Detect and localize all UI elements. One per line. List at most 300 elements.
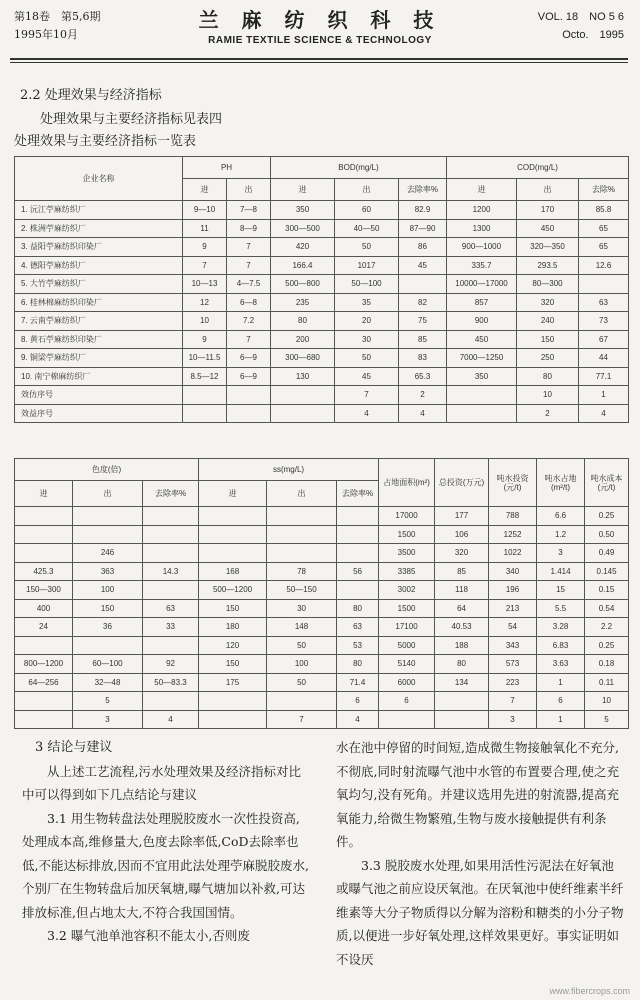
page-header [0,0,640,66]
col-header-ph: PH [183,157,271,179]
table-row [15,599,629,618]
table-cell: 240 [517,312,579,331]
table-row [15,544,629,563]
col-header-bod-out: 出 [335,179,399,201]
economics-table [14,458,629,729]
table-row [15,507,629,526]
table-cell: 1252 [489,525,537,544]
table-cell [337,507,379,526]
header-rule [10,58,628,63]
journal-title-cn: 兰 麻 纺 织 科 技 [198,8,442,32]
table-cell: 65 [579,238,629,257]
table-row [15,386,629,405]
table-cell: 17000 [379,507,435,526]
table-cell: 1. 沅江苧麻纺织厂 [15,201,183,220]
col-header-opcost: 吨水成本(元/t) [585,459,629,507]
table-cell: 118 [435,581,489,600]
conclusion-paragraph: 3.3 脱胶废水处理,如果用活性污泥法在好氧池或曝气池之前应设厌氧池。在厌氧池中使纤维素半纤维素等大分子物质得以分解为溶粉和糖类的小分子物质,以便进一步好氧处理,这样效果更好。事实证明如不设厌 [336,857,624,967]
col-header-cod-rate: 去除% [579,179,629,201]
table-cell: 900—1000 [447,238,517,257]
table-cell: 134 [435,673,489,692]
table-cell: 30 [335,330,399,349]
table-cell: 8—9 [227,219,271,238]
section-intro: 处理效果与主要经济指标见表四 [40,112,223,127]
table-cell: 40—50 [335,219,399,238]
table-cell: 效仿序号 [15,386,183,405]
table-cell: 6—9 [227,367,271,386]
table-cell: 343 [489,636,537,655]
table-cell: 80 [517,367,579,386]
table-cell [143,507,199,526]
table-cell: 1300 [447,219,517,238]
table-cell: 44 [579,349,629,368]
table-row [15,710,629,729]
table-cell: 106 [435,525,489,544]
table-cell: 33 [143,618,199,637]
table-cell: 0.145 [585,562,629,581]
table-cell: 300—680 [271,349,335,368]
table-cell [199,710,267,729]
section-heading: 2.2 处理效果与经济指标 [20,88,162,103]
table-cell [15,636,73,655]
table-cell: 1500 [379,599,435,618]
table-cell: 170 [517,201,579,220]
table-cell [379,710,435,729]
table-cell: 86 [399,238,447,257]
table-row [15,636,629,655]
date-en: Octo. 1995 [562,29,624,41]
table-cell: 50 [335,238,399,257]
table-cell: 45 [399,256,447,275]
table-cell: 6000 [379,673,435,692]
table-cell: 83 [399,349,447,368]
table-cell [143,692,199,711]
col-header-name: 企业名称 [15,157,183,201]
col-header-cod: COD(mg/L) [447,157,629,179]
col-header-ph-in: 进 [183,179,227,201]
table-cell: 45 [335,367,399,386]
table-cell: 30 [267,599,337,618]
table-cell: 3.28 [537,618,585,637]
table-cell: 1017 [335,256,399,275]
table-cell: 24 [15,618,73,637]
table-cell [73,525,143,544]
table-cell: 80—300 [517,275,579,294]
table-cell [267,692,337,711]
table-cell: 6. 桂林棉麻纺织印染厂 [15,293,183,312]
table-row [15,349,629,368]
table-cell: 130 [271,367,335,386]
table-cell: 1500 [379,525,435,544]
table-cell: 80 [337,655,379,674]
volume-issue-cn: 第18卷 第5,6期 [14,10,101,23]
table-cell: 60—100 [73,655,143,674]
table-cell: 9 [183,238,227,257]
col-header-cost: 吨水投资(元/t) [489,459,537,507]
table-cell: 63 [579,293,629,312]
col-header-invest: 总投资(万元) [435,459,489,507]
table-cell [143,636,199,655]
table-cell: 213 [489,599,537,618]
table-cell: 4 [337,710,379,729]
table-cell [579,275,629,294]
table-cell: 425.3 [15,562,73,581]
table-cell: 420 [271,238,335,257]
table-cell [143,581,199,600]
table-cell: 64 [435,599,489,618]
table-cell [143,544,199,563]
table-cell: 450 [447,330,517,349]
table-cell: 1 [537,673,585,692]
table-cell: 9—10 [183,201,227,220]
table-cell: 7 [489,692,537,711]
table-cell: 效益序号 [15,404,183,423]
table-cell [271,404,335,423]
table-cell: 80 [271,312,335,331]
table-cell: 200 [271,330,335,349]
table-cell: 20 [335,312,399,331]
col-header-bod-in: 进 [271,179,335,201]
conclusion-paragraph: 水在池中停留的时间短,造成微生物接触氧化不充分,不彻底,同时射流曝气池中水管的布置要合理,使之充氧均匀,没有死角。并建议选用先进的射流器,提高充氧能力,给微生物繁殖,生物与废水接触提供有利条件。 [336,740,619,849]
table-row [15,404,629,423]
table-cell: 67 [579,330,629,349]
col-header-ss-rate: 去除率% [337,481,379,507]
table-cell: 8. 黄石苧麻纺织印染厂 [15,330,183,349]
table-cell: 175 [199,673,267,692]
table-cell: 223 [489,673,537,692]
table-cell: 65 [579,219,629,238]
table-cell: 188 [435,636,489,655]
table-cell [267,525,337,544]
table-cell: 300—500 [271,219,335,238]
table-cell: 6 [537,692,585,711]
table-cell: 335.7 [447,256,517,275]
table-row [15,219,629,238]
table-cell: 7.2 [227,312,271,331]
table-cell: 0.50 [585,525,629,544]
table-cell: 8.5—12 [183,367,227,386]
table-cell: 50 [335,349,399,368]
header-right [538,8,624,44]
table-cell: 363 [73,562,143,581]
table-cell: 5 [73,692,143,711]
col-header-land: 吨水占地(m²/t) [537,459,585,507]
table-cell: 0.15 [585,581,629,600]
table-cell: 92 [143,655,199,674]
table-cell: 80 [435,655,489,674]
table-cell: 10—11.5 [183,349,227,368]
journal-title [170,4,470,46]
col-header-ss-in: 进 [199,481,267,507]
table-cell: 1.2 [537,525,585,544]
col-header-cod-out: 出 [517,179,579,201]
table-cell: 500—1200 [199,581,267,600]
table-cell [337,581,379,600]
table-cell [15,710,73,729]
table-cell: 320 [517,293,579,312]
table-cell: 3.63 [537,655,585,674]
table-cell: 2 [399,386,447,405]
col-header-ss-out: 出 [267,481,337,507]
table-cell: 50 [267,636,337,655]
table-cell: 5. 大竹苧麻纺织厂 [15,275,183,294]
table-cell [73,636,143,655]
table-cell: 235 [271,293,335,312]
table-row [15,655,629,674]
date-cn: 1995年10月 [14,28,78,41]
table-cell: 12 [183,293,227,312]
table-cell: 73 [579,312,629,331]
table-cell: 7000—1250 [447,349,517,368]
table-cell: 0.25 [585,636,629,655]
table-cell [15,525,73,544]
table-cell: 450 [517,219,579,238]
table-row [15,312,629,331]
table-cell: 6.6 [537,507,585,526]
table-cell: 573 [489,655,537,674]
conclusion-right-column [336,736,626,971]
table-cell: 100 [267,655,337,674]
table-cell: 177 [435,507,489,526]
table-cell: 0.25 [585,507,629,526]
table-cell: 150—300 [15,581,73,600]
col-header-color-in: 进 [15,481,73,507]
table-cell [337,544,379,563]
table-cell [183,404,227,423]
table-cell: 71.4 [337,673,379,692]
table-cell: 3002 [379,581,435,600]
col-header-color-rate: 去除率% [143,481,199,507]
table-cell: 4 [143,710,199,729]
table-cell: 9. 铜梁苧麻纺织厂 [15,349,183,368]
table-cell [227,386,271,405]
table-row [15,692,629,711]
table-row [15,293,629,312]
table-row [15,618,629,637]
table-cell [15,544,73,563]
table-cell: 10. 南宁棉麻纺织厂 [15,367,183,386]
table-cell [73,507,143,526]
table-cell: 7 [227,256,271,275]
table-cell: 500—800 [271,275,335,294]
table-cell: 4 [335,404,399,423]
conclusion-paragraph: 从上述工艺流程,污水处理效果及经济指标对比中可以得到如下几点结论与建议 [22,763,301,802]
table-cell [15,692,73,711]
table-cell: 0.11 [585,673,629,692]
col-header-ph-out: 出 [227,179,271,201]
table-cell: 7 [227,238,271,257]
table-cell: 148 [267,618,337,637]
table-cell: 12.6 [579,256,629,275]
table-cell [15,507,73,526]
table-cell: 5000 [379,636,435,655]
table-cell [435,692,489,711]
table-cell: 350 [271,201,335,220]
table-cell: 3. 益阳苧麻纺织印染厂 [15,238,183,257]
table-cell: 350 [447,367,517,386]
table-cell: 1022 [489,544,537,563]
table-cell: 7 [227,330,271,349]
table-cell: 150 [73,599,143,618]
table-cell: 54 [489,618,537,637]
table-cell: 75 [399,312,447,331]
table-cell: 63 [337,618,379,637]
table-cell: 150 [199,655,267,674]
results-table [14,156,629,423]
table-cell: 0.49 [585,544,629,563]
journal-title-en: RAMIE TEXTILE SCIENCE & TECHNOLOGY [208,35,432,46]
table-cell: 50—83.3 [143,673,199,692]
table-cell: 1.414 [537,562,585,581]
table-cell: 4. 德阳苧麻纺织厂 [15,256,183,275]
table-cell: 7—8 [227,201,271,220]
table-cell: 53 [337,636,379,655]
table-cell: 3 [489,710,537,729]
table-cell: 2.2 [585,618,629,637]
table-cell: 40.53 [435,618,489,637]
table-cell [435,710,489,729]
table-cell [183,386,227,405]
table-cell: 1 [537,710,585,729]
table-cell: 10—13 [183,275,227,294]
table-cell: 15 [537,581,585,600]
table-row [15,238,629,257]
table-cell: 10000—17000 [447,275,517,294]
table-cell [267,507,337,526]
table-cell: 35 [335,293,399,312]
table-cell: 2. 株洲苧麻纺织厂 [15,219,183,238]
table-cell: 6 [379,692,435,711]
table-cell: 7 [183,256,227,275]
table-cell: 5.5 [537,599,585,618]
table-cell: 56 [337,562,379,581]
col-header-bod: BOD(mg/L) [271,157,447,179]
col-header-color: 色度(倍) [15,459,199,481]
table-cell: 7 [267,710,337,729]
table-cell [337,525,379,544]
table-cell: 82.9 [399,201,447,220]
table-row [15,673,629,692]
table-cell: 80 [337,599,379,618]
table-cell: 150 [517,330,579,349]
col-header-color-out: 出 [73,481,143,507]
table-cell: 64—256 [15,673,73,692]
header-left [14,8,101,44]
table-cell: 320 [435,544,489,563]
table-cell: 250 [517,349,579,368]
table-cell: 10 [517,386,579,405]
table-cell: 11 [183,219,227,238]
table-cell: 10 [183,312,227,331]
table-cell: 9 [183,330,227,349]
table-cell: 4—7.5 [227,275,271,294]
table-cell: 4 [579,404,629,423]
table-row [15,275,629,294]
table-cell: 1 [579,386,629,405]
table-cell: 85 [399,330,447,349]
conclusion-left-column [22,736,312,948]
table-cell: 85.8 [579,201,629,220]
table-cell: 166.4 [271,256,335,275]
table-cell: 800—1200 [15,655,73,674]
table-cell: 60 [335,201,399,220]
table-cell: 100 [73,581,143,600]
table-cell: 2 [517,404,579,423]
table-cell [267,544,337,563]
table-cell: 32—48 [73,673,143,692]
table-cell: 63 [143,599,199,618]
table-cell: 320—350 [517,238,579,257]
table-cell: 17100 [379,618,435,637]
table-cell: 6 [337,692,379,711]
table-cell: 50—150 [267,581,337,600]
table-cell: 0.54 [585,599,629,618]
table-row [15,525,629,544]
table-cell: 400 [15,599,73,618]
table-cell: 14.3 [143,562,199,581]
table-cell: 77.1 [579,367,629,386]
table-cell: 87—90 [399,219,447,238]
table-cell: 85 [435,562,489,581]
watermark: www.fibercrops.com [549,986,630,996]
table-cell: 5140 [379,655,435,674]
table-cell: 10 [585,692,629,711]
table-cell [199,507,267,526]
table-cell: 340 [489,562,537,581]
table-cell: 180 [199,618,267,637]
col-header-cod-in: 进 [447,179,517,201]
table-cell [199,692,267,711]
conclusion-paragraph: 3.1 用生物转盘法处理脱胶废水一次性投资高,处理成本高,维修量大,色度去除率低,CoD去除率也低,不能达标排放,因而不宜用此法处理苧麻脱胶废水,个别厂在生物转盘后加厌氧塘,曝气塘加以补救,可达排放标准,但占地太大,不符合我国国情。 [22,810,309,920]
table-cell: 78 [267,562,337,581]
conclusion-paragraph: 3.2 曝气池单池容积不能太小,否则废 [47,928,250,943]
table-cell: 3 [537,544,585,563]
table-cell [199,544,267,563]
table-cell: 150 [199,599,267,618]
table-row [15,330,629,349]
table-cell: 246 [73,544,143,563]
table-cell: 3 [73,710,143,729]
table-cell: 857 [447,293,517,312]
table-cell: 4 [399,404,447,423]
table-cell [271,386,335,405]
table-cell: 6.83 [537,636,585,655]
table-row [15,367,629,386]
table-cell [199,525,267,544]
table-cell: 6—9 [227,349,271,368]
table-cell [399,275,447,294]
table-row [15,581,629,600]
table-cell: 196 [489,581,537,600]
table-cell: 168 [199,562,267,581]
table-cell: 5 [585,710,629,729]
table-cell: 36 [73,618,143,637]
table-cell: 65.3 [399,367,447,386]
table-cell: 3500 [379,544,435,563]
col-header-ss: ss(mg/L) [199,459,379,481]
table-cell: 50—100 [335,275,399,294]
table-title: 处理效果与主要经济指标一览表 [14,134,197,149]
table-cell [143,525,199,544]
table-cell: 7 [335,386,399,405]
table-cell: 0.18 [585,655,629,674]
table-cell: 7. 云南苧麻纺织厂 [15,312,183,331]
table-cell: 293.5 [517,256,579,275]
table-cell: 120 [199,636,267,655]
table-cell [227,404,271,423]
conclusion-heading: 3 结论与建议 [35,740,113,755]
table-cell: 900 [447,312,517,331]
